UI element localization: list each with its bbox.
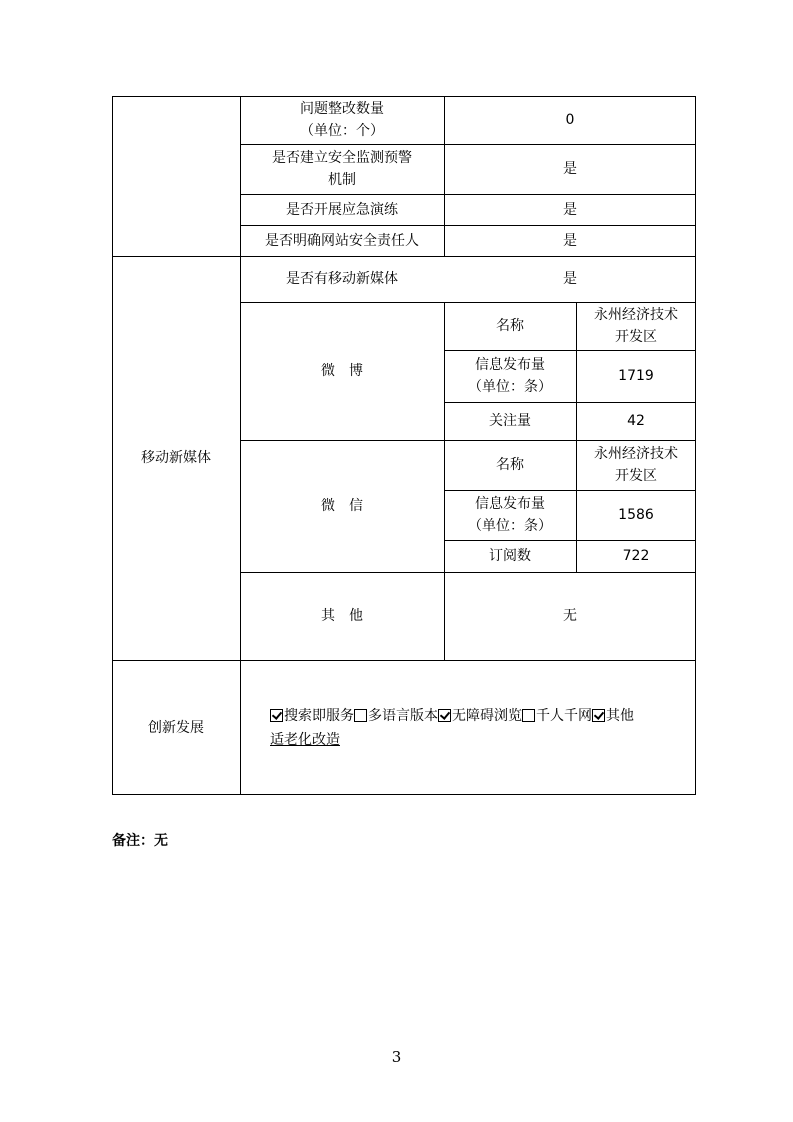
remark: 备注：无 — [112, 833, 168, 849]
checked-checkbox-icon[interactable] — [438, 709, 451, 722]
responsible-label: 是否明确网站安全责任人 — [265, 232, 419, 249]
weibo-posts-label: 信息发布量 （单位：条） — [468, 357, 552, 395]
unchecked-checkbox-icon[interactable] — [522, 709, 535, 722]
responsible-value: 是 — [563, 232, 577, 249]
innovation-option-label: 其他 — [606, 707, 634, 724]
mobile-has-label: 是否有移动新媒体 — [286, 271, 398, 287]
monitor-value: 是 — [563, 161, 577, 177]
wechat-name-label: 名称 — [496, 457, 524, 473]
rectify-count-value: 0 — [565, 112, 575, 128]
innovation-label: 创新发展 — [148, 719, 204, 736]
monitor-label: 是否建立安全监测预警 机制 — [272, 150, 412, 188]
page-number: 3 — [391, 1048, 402, 1066]
mobile-has-value: 是 — [563, 271, 577, 287]
innovation-options — [240, 660, 696, 795]
innovation-option-label: 千人千网 — [536, 707, 592, 724]
innovation-option-label: 搜索即服务 — [284, 707, 354, 724]
checked-checkbox-icon[interactable] — [270, 709, 283, 722]
weibo-name-label: 名称 — [496, 318, 524, 334]
drill-label: 是否开展应急演练 — [286, 201, 398, 218]
weibo-name-value: 永州经济技术 开发区 — [594, 307, 678, 345]
checked-checkbox-icon[interactable] — [592, 709, 605, 722]
other-value: 无 — [563, 608, 577, 624]
wechat-posts-value: 1586 — [618, 507, 654, 523]
wechat-label: 微 信 — [321, 498, 363, 514]
rectify-count-label: 问题整改数量 （单位：个） — [300, 101, 384, 139]
drill-value: 是 — [563, 201, 577, 218]
statistics-table — [112, 96, 696, 795]
weibo-posts-value: 1719 — [618, 368, 654, 384]
weibo-follow-value: 42 — [627, 413, 645, 429]
innovation-option-label: 多语言版本 — [368, 707, 438, 724]
weibo-follow-label: 关注量 — [489, 413, 531, 429]
weibo-label: 微 博 — [321, 363, 363, 379]
mobile-section-label: 移动新媒体 — [141, 450, 211, 466]
wechat-posts-label: 信息发布量 （单位：条） — [468, 496, 552, 534]
innovation-other-detail: 适老化改造 — [270, 731, 340, 748]
wechat-sub-value: 722 — [622, 548, 650, 564]
wechat-name-value: 永州经济技术 开发区 — [594, 446, 678, 484]
wechat-sub-label: 订阅数 — [489, 548, 531, 564]
other-label: 其 他 — [321, 608, 363, 624]
innovation-option-label: 无障碍浏览 — [452, 707, 522, 724]
unchecked-checkbox-icon[interactable] — [354, 709, 367, 722]
